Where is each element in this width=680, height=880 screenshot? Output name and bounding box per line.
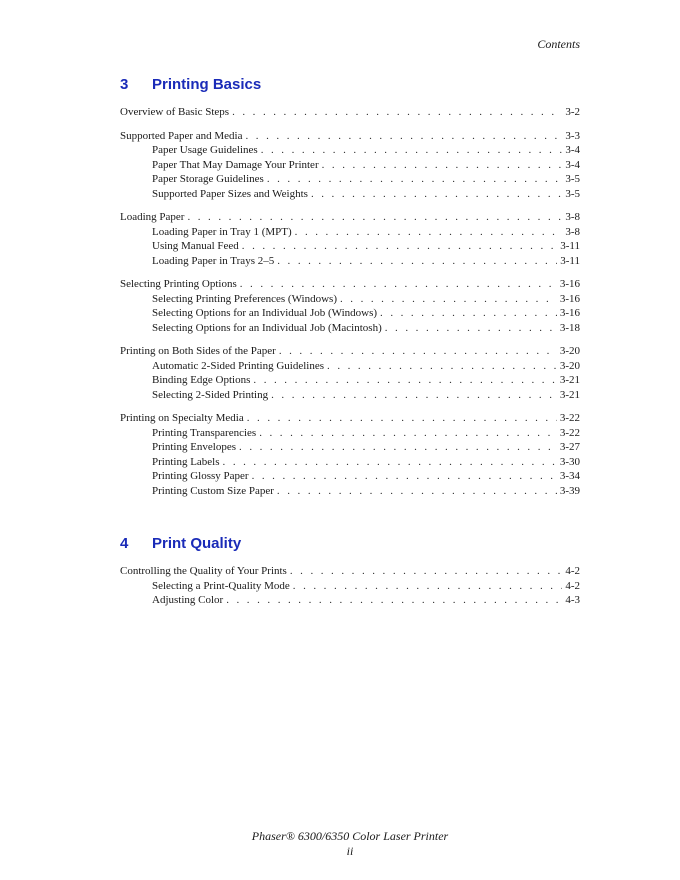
entry-page: 3-2: [565, 106, 580, 118]
entry-title: Printing Custom Size Paper: [152, 484, 274, 497]
entry-page: 3-21: [559, 374, 580, 386]
toc-subentry[interactable]: [120, 143, 580, 158]
toc-group: [120, 105, 580, 120]
chapter-title: Print Quality: [152, 535, 242, 552]
toc-group: [120, 564, 580, 608]
entry-title: Printing Transparencies: [152, 426, 257, 439]
dot-leader: [380, 306, 557, 321]
entry-page: 3-5: [565, 187, 580, 200]
toc-chapter-4: [120, 564, 580, 617]
dot-leader: [253, 373, 556, 388]
entry-title: Automatic 2-Sided Printing Guidelines: [152, 359, 325, 372]
entry-title: Loading Paper in Trays 2–5: [152, 254, 275, 267]
entry-page: 3-34: [559, 470, 580, 482]
chapter-4-heading: [120, 535, 241, 552]
dot-leader: [290, 564, 562, 579]
footer-product: Phaser® 6300/6350 Color Laser Printer: [251, 829, 449, 843]
entry-page: 4-2: [565, 579, 580, 592]
entry-page: 3-11: [560, 240, 580, 252]
dot-leader: [295, 225, 563, 240]
dot-leader: [327, 359, 557, 374]
dot-leader: [223, 455, 557, 470]
entry-page: 3-39: [559, 484, 580, 497]
toc-subentry[interactable]: [120, 187, 580, 202]
running-head: Contents: [537, 37, 580, 51]
toc-subentry[interactable]: [120, 440, 580, 455]
toc-group: [120, 210, 580, 268]
toc-entry[interactable]: [120, 105, 580, 120]
entry-title: Printing on Both Sides of the Paper: [120, 345, 276, 357]
chapter-3-heading: [120, 76, 261, 93]
dot-leader: [340, 292, 557, 307]
entry-page: 3-22: [559, 412, 580, 424]
dot-leader: [271, 388, 557, 403]
toc-group: [120, 411, 580, 498]
entry-page: 3-21: [559, 388, 580, 401]
entry-title: Selecting Printing Options: [120, 278, 237, 290]
entry-page: 3-16: [559, 307, 580, 319]
toc-entry[interactable]: [120, 210, 580, 225]
entry-title: Selecting 2-Sided Printing: [152, 388, 269, 401]
dot-leader: [311, 187, 562, 202]
toc-subentry[interactable]: [120, 225, 580, 240]
entry-page: 3-8: [565, 211, 580, 223]
entry-title: Controlling the Quality of Your Prints: [120, 565, 287, 577]
entry-page: 3-11: [560, 254, 580, 267]
toc-subentry[interactable]: [120, 292, 580, 307]
entry-page: 4-3: [565, 594, 580, 606]
dot-leader: [246, 129, 563, 144]
dot-leader: [187, 210, 562, 225]
entry-title: Supported Paper Sizes and Weights: [152, 187, 308, 200]
dot-leader: [277, 254, 557, 269]
entry-title: Printing Glossy Paper: [152, 470, 249, 482]
entry-page: 3-4: [565, 144, 580, 156]
entry-page: 3-8: [565, 225, 580, 238]
toc-group: [120, 129, 580, 202]
dot-leader: [239, 440, 557, 455]
toc-subentry[interactable]: [120, 172, 580, 187]
toc-subentry[interactable]: [120, 593, 580, 608]
toc-subentry[interactable]: [120, 484, 580, 499]
entry-title: Adjusting Color: [152, 594, 224, 606]
toc-subentry[interactable]: [120, 388, 580, 403]
toc-entry[interactable]: [120, 564, 580, 579]
entry-title: Selecting Options for an Individual Job (Macintosh): [152, 321, 382, 334]
entry-page: 3-16: [559, 278, 580, 290]
dot-leader: [252, 469, 557, 484]
dot-leader: [247, 411, 557, 426]
entry-title: Printing Labels: [152, 455, 220, 468]
entry-title: Selecting Options for an Individual Job (Windows): [152, 307, 378, 319]
toc-chapter-3: [120, 105, 580, 507]
dot-leader: [293, 579, 563, 594]
entry-page: 3-5: [565, 173, 580, 185]
toc-subentry[interactable]: [120, 158, 580, 173]
entry-title: Loading Paper: [120, 211, 185, 223]
entry-title: Binding Edge Options: [152, 374, 251, 386]
toc-subentry[interactable]: [120, 455, 580, 470]
entry-title: Printing on Specialty Media: [120, 412, 244, 424]
toc-entry[interactable]: [120, 277, 580, 292]
dot-leader: [226, 593, 562, 608]
entry-page: 3-18: [559, 321, 580, 334]
toc-group: [120, 277, 580, 335]
dot-leader: [232, 105, 562, 120]
toc-subentry[interactable]: [120, 359, 580, 374]
toc-subentry[interactable]: [120, 306, 580, 321]
entry-title: Selecting a Print-Quality Mode: [152, 579, 290, 592]
toc-subentry[interactable]: [120, 579, 580, 594]
dot-leader: [242, 239, 557, 254]
entry-title: Supported Paper and Media: [120, 129, 243, 142]
dot-leader: [259, 426, 557, 441]
entry-title: Printing Envelopes: [152, 441, 237, 453]
footer-page-number: ii: [346, 844, 354, 858]
entry-page: 3-4: [565, 158, 580, 171]
entry-page: 4-2: [565, 565, 580, 577]
dot-leader: [267, 172, 563, 187]
entry-page: 3-3: [565, 129, 580, 142]
chapter-number: 3: [120, 76, 129, 93]
entry-page: 3-16: [559, 292, 580, 305]
entry-title: Paper That May Damage Your Printer: [152, 158, 319, 171]
toc-subentry[interactable]: [120, 321, 580, 336]
toc-subentry[interactable]: [120, 239, 580, 254]
toc-subentry[interactable]: [120, 254, 580, 269]
dot-leader: [261, 143, 563, 158]
entry-title: Loading Paper in Tray 1 (MPT): [152, 225, 292, 238]
entry-title: Using Manual Feed: [152, 240, 239, 252]
entry-page: 3-27: [559, 441, 580, 453]
entry-page: 3-22: [559, 426, 580, 439]
dot-leader: [385, 321, 557, 336]
entry-title: Paper Usage Guidelines: [152, 144, 258, 156]
dot-leader: [240, 277, 557, 292]
entry-page: 3-20: [559, 345, 580, 357]
toc-subentry[interactable]: [120, 426, 580, 441]
entry-page: 3-30: [559, 455, 580, 468]
toc-entry[interactable]: [120, 129, 580, 144]
dot-leader: [322, 158, 563, 173]
entry-title: Selecting Printing Preferences (Windows): [152, 292, 337, 305]
toc-entry[interactable]: [120, 344, 580, 359]
footer: [0, 829, 680, 859]
toc-entry[interactable]: [120, 411, 580, 426]
dot-leader: [277, 484, 557, 499]
toc-subentry[interactable]: [120, 469, 580, 484]
dot-leader: [279, 344, 557, 359]
chapter-title: Printing Basics: [152, 76, 262, 93]
toc-group: [120, 344, 580, 402]
chapter-number: 4: [120, 535, 129, 552]
entry-title: Paper Storage Guidelines: [152, 173, 264, 185]
toc-subentry[interactable]: [120, 373, 580, 388]
entry-title: Overview of Basic Steps: [120, 106, 230, 118]
entry-page: 3-20: [559, 359, 580, 372]
